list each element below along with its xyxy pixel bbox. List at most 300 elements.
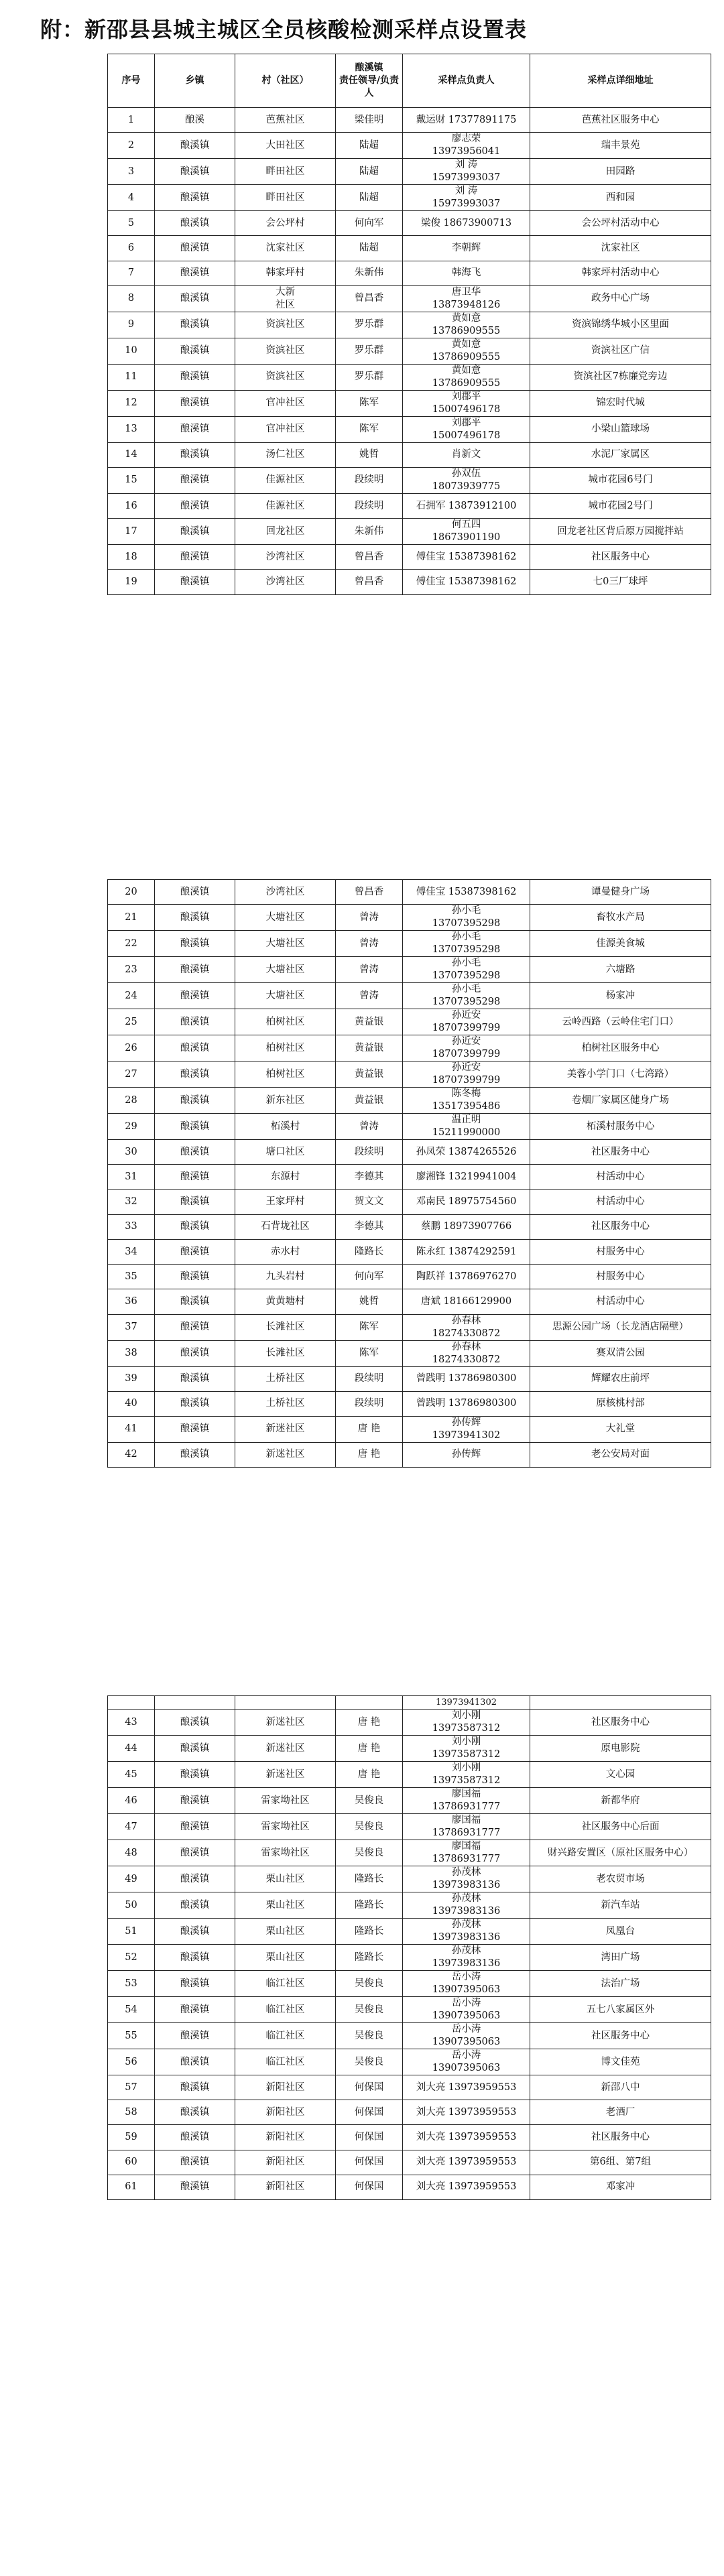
contact-cell: 孙双伍 18073939775 (403, 467, 530, 493)
seq-cell: 41 (108, 1416, 155, 1442)
community-cell: 畔田社区 (235, 185, 336, 211)
leader-cell: 陆超 (336, 185, 403, 211)
table-row (108, 1442, 711, 1467)
township-cell: 酿溪镇 (155, 2075, 235, 2100)
township-cell: 酿溪镇 (155, 1416, 235, 1442)
seq-cell: 9 (108, 312, 155, 338)
community-cell: 九头岩村 (235, 1265, 336, 1289)
table-row (108, 931, 711, 957)
township-cell: 酿溪镇 (155, 1814, 235, 1840)
table-row (108, 1710, 711, 1736)
table-row (108, 880, 711, 905)
township-cell: 酿溪镇 (155, 2100, 235, 2125)
table-row (108, 1009, 711, 1035)
seq-cell: 19 (108, 570, 155, 594)
table-row (108, 1035, 711, 1061)
address-cell: 六塘路 (530, 957, 711, 983)
table-row (108, 1314, 711, 1340)
contact-cell: 孙茂林 13973983136 (403, 1919, 530, 1945)
contact-cell: 刘大亮 13973959553 (403, 2150, 530, 2175)
community-cell: 新迷社区 (235, 1442, 336, 1467)
address-cell: 村服务中心 (530, 1265, 711, 1289)
address-cell: 瑞丰景苑 (530, 133, 711, 159)
contact-cell: 黄如意 13786909555 (403, 312, 530, 338)
contact-cell: 傅佳宝 15387398162 (403, 545, 530, 570)
table-row (108, 1140, 711, 1165)
leader-cell: 唐 艳 (336, 1416, 403, 1442)
leader-cell: 隆路长 (336, 1866, 403, 1892)
table-row (108, 1945, 711, 1971)
seq-cell: 27 (108, 1061, 155, 1088)
address-cell: 西和园 (530, 185, 711, 211)
seq-cell: 25 (108, 1009, 155, 1035)
community-cell: 栗山社区 (235, 1892, 336, 1919)
community-cell: 栗山社区 (235, 1866, 336, 1892)
community-cell: 东源村 (235, 1165, 336, 1189)
table-row (108, 236, 711, 261)
leader-cell: 曾涛 (336, 1114, 403, 1140)
seq-cell: 49 (108, 1866, 155, 1892)
table-header-row (108, 54, 711, 108)
contact-cell: 孙近安 18707399799 (403, 1009, 530, 1035)
leader-cell: 姚哲 (336, 1289, 403, 1314)
seq-cell: 55 (108, 2023, 155, 2049)
township-cell: 酿溪镇 (155, 261, 235, 285)
address-cell: 凤凰台 (530, 1919, 711, 1945)
table-row (108, 442, 711, 467)
township-cell: 酿溪 (155, 108, 235, 133)
community-cell: 新阳社区 (235, 2175, 336, 2199)
community-cell: 柏树社区 (235, 1035, 336, 1061)
address-cell: 佳源美食城 (530, 931, 711, 957)
seq-cell: 24 (108, 983, 155, 1009)
contact-cell: 岳小涛 13907395063 (403, 1971, 530, 1997)
contact-cell: 刘郡平 15007496178 (403, 416, 530, 442)
address-cell: 新都华府 (530, 1788, 711, 1814)
community-cell: 会公坪村 (235, 211, 336, 236)
address-cell: 老农贸市场 (530, 1866, 711, 1892)
community-cell: 临江社区 (235, 1971, 336, 1997)
table-row (108, 108, 711, 133)
leader-cell: 罗乐群 (336, 338, 403, 364)
township-cell: 酿溪镇 (155, 236, 235, 261)
township-cell: 酿溪镇 (155, 1189, 235, 1214)
table-row (108, 1866, 711, 1892)
contact-cell: 廖志荣 13973956041 (403, 133, 530, 159)
contact-cell: 孙小毛 13707395298 (403, 983, 530, 1009)
community-cell: 沈家社区 (235, 236, 336, 261)
contact-cell: 李朝辉 (403, 236, 530, 261)
leader-cell: 曾昌香 (336, 570, 403, 594)
community-cell: 官冲社区 (235, 416, 336, 442)
seq-cell: 53 (108, 1971, 155, 1997)
leader-cell: 何保国 (336, 2175, 403, 2199)
community-cell: 新迷社区 (235, 1416, 336, 1442)
township-cell: 酿溪镇 (155, 1866, 235, 1892)
leader-cell: 黄益银 (336, 1035, 403, 1061)
address-cell: 沈家社区 (530, 236, 711, 261)
seq-cell: 48 (108, 1840, 155, 1866)
table-row (108, 159, 711, 185)
community-cell: 沙湾社区 (235, 570, 336, 594)
contact-cell: 曾践明 13786980300 (403, 1366, 530, 1391)
address-cell: 田园路 (530, 159, 711, 185)
township-cell: 酿溪镇 (155, 1165, 235, 1189)
community-cell: 资滨社区 (235, 338, 336, 364)
address-cell: 辉耀农庄前坪 (530, 1366, 711, 1391)
contact-cell: 邓南民 18975754560 (403, 1189, 530, 1214)
leader-cell: 陆超 (336, 133, 403, 159)
seq-cell: 34 (108, 1239, 155, 1264)
sampling-sites-table-part-2 (107, 879, 711, 1468)
leader-cell: 何保国 (336, 2100, 403, 2125)
community-cell: 大塘社区 (235, 983, 336, 1009)
leader-cell: 罗乐群 (336, 364, 403, 390)
table-row (108, 2175, 711, 2199)
address-cell: 城市花园2号门 (530, 493, 711, 518)
township-cell: 酿溪镇 (155, 1391, 235, 1416)
leader-cell: 朱新伟 (336, 261, 403, 285)
township-cell: 酿溪镇 (155, 1892, 235, 1919)
contact-cell: 刘郡平 15007496178 (403, 390, 530, 416)
leader-cell: 唐 艳 (336, 1736, 403, 1762)
address-cell: 社区服务中心 (530, 1214, 711, 1239)
seq-cell: 30 (108, 1140, 155, 1165)
township-cell: 酿溪镇 (155, 467, 235, 493)
table-row (108, 1696, 711, 1710)
seq-cell: 14 (108, 442, 155, 467)
table-row (108, 1366, 711, 1391)
township-cell: 酿溪镇 (155, 570, 235, 594)
community-cell: 黄黄塘村 (235, 1289, 336, 1314)
table-row (108, 1919, 711, 1945)
contact-cell: 岳小涛 13907395063 (403, 1997, 530, 2023)
contact-cell: 刘大亮 13973959553 (403, 2100, 530, 2125)
contact-cell: 石拥军 13873912100 (403, 493, 530, 518)
seq-cell: 57 (108, 2075, 155, 2100)
address-cell: 第6组、第7组 (530, 2150, 711, 2175)
township-cell: 酿溪镇 (155, 1140, 235, 1165)
seq-cell: 45 (108, 1762, 155, 1788)
table-row (108, 133, 711, 159)
leader-cell: 曾昌香 (336, 285, 403, 312)
address-cell: 芭蕉社区服务中心 (530, 108, 711, 133)
leader-cell: 何保国 (336, 2150, 403, 2175)
leader-cell: 姚哲 (336, 442, 403, 467)
township-cell: 酿溪镇 (155, 364, 235, 390)
leader-cell: 陆超 (336, 159, 403, 185)
table-row (108, 2125, 711, 2150)
address-cell (530, 1696, 711, 1710)
table-row (108, 1265, 711, 1289)
community-cell: 新迷社区 (235, 1710, 336, 1736)
community-cell: 资滨社区 (235, 364, 336, 390)
seq-cell: 22 (108, 931, 155, 957)
table-row (108, 1892, 711, 1919)
address-cell: 邓家冲 (530, 2175, 711, 2199)
leader-cell: 吴俊良 (336, 2023, 403, 2049)
township-cell: 酿溪镇 (155, 1009, 235, 1035)
leader-cell: 李德其 (336, 1214, 403, 1239)
address-cell: 水泥厂家属区 (530, 442, 711, 467)
address-cell: 柏树社区服务中心 (530, 1035, 711, 1061)
community-cell: 塘口社区 (235, 1140, 336, 1165)
address-cell: 博文佳苑 (530, 2049, 711, 2075)
township-cell: 酿溪镇 (155, 983, 235, 1009)
community-cell: 新阳社区 (235, 2100, 336, 2125)
seq-cell: 8 (108, 285, 155, 312)
township-cell: 酿溪镇 (155, 285, 235, 312)
seq-cell: 4 (108, 185, 155, 211)
leader-cell (336, 1696, 403, 1710)
seq-cell: 29 (108, 1114, 155, 1140)
address-cell: 社区服务中心 (530, 545, 711, 570)
leader-cell: 曾涛 (336, 957, 403, 983)
leader-cell: 段续明 (336, 493, 403, 518)
community-cell: 新阳社区 (235, 2125, 336, 2150)
leader-cell: 何保国 (336, 2075, 403, 2100)
address-cell: 七0三厂球坪 (530, 570, 711, 594)
contact-cell: 孙春林 18274330872 (403, 1340, 530, 1366)
seq-cell (108, 1696, 155, 1710)
address-cell: 老公安局对面 (530, 1442, 711, 1467)
contact-cell: 陈永红 13874292591 (403, 1239, 530, 1264)
address-cell: 社区服务中心后面 (530, 1814, 711, 1840)
contact-cell: 廖国福 13786931777 (403, 1814, 530, 1840)
community-cell: 雷家坳社区 (235, 1840, 336, 1866)
seq-cell: 1 (108, 108, 155, 133)
seq-cell: 36 (108, 1289, 155, 1314)
seq-cell: 3 (108, 159, 155, 185)
seq-cell: 23 (108, 957, 155, 983)
contact-cell: 刘大亮 13973959553 (403, 2075, 530, 2100)
township-cell: 酿溪镇 (155, 159, 235, 185)
contact-cell: 孙茂林 13973983136 (403, 1866, 530, 1892)
seq-cell: 61 (108, 2175, 155, 2199)
table-row (108, 185, 711, 211)
township-cell: 酿溪镇 (155, 338, 235, 364)
table-row (108, 957, 711, 983)
township-cell: 酿溪镇 (155, 2175, 235, 2199)
township-cell: 酿溪镇 (155, 211, 235, 236)
township-cell: 酿溪镇 (155, 1239, 235, 1264)
seq-cell: 13 (108, 416, 155, 442)
township-cell: 酿溪镇 (155, 545, 235, 570)
address-cell: 会公坪村活动中心 (530, 211, 711, 236)
leader-cell: 黄益银 (336, 1061, 403, 1088)
community-cell: 畔田社区 (235, 159, 336, 185)
address-cell: 韩家坪村活动中心 (530, 261, 711, 285)
seq-cell: 10 (108, 338, 155, 364)
township-cell: 酿溪镇 (155, 957, 235, 983)
address-cell: 新汽车站 (530, 1892, 711, 1919)
contact-cell: 黄如意 13786909555 (403, 364, 530, 390)
table-row (108, 1165, 711, 1189)
table-row (108, 1088, 711, 1114)
community-cell: 新迷社区 (235, 1736, 336, 1762)
address-cell: 村服务中心 (530, 1239, 711, 1264)
address-cell: 社区服务中心 (530, 1710, 711, 1736)
contact-cell: 唐斌 18166129900 (403, 1289, 530, 1314)
table-row (108, 2023, 711, 2049)
township-cell: 酿溪镇 (155, 1088, 235, 1114)
address-cell: 文心园 (530, 1762, 711, 1788)
community-cell: 大塘社区 (235, 931, 336, 957)
township-cell: 酿溪镇 (155, 1919, 235, 1945)
community-cell: 佳源社区 (235, 493, 336, 518)
table-row (108, 211, 711, 236)
contact-cell: 刘 涛 15973993037 (403, 159, 530, 185)
leader-cell: 吴俊良 (336, 1971, 403, 1997)
leader-cell: 吴俊良 (336, 1788, 403, 1814)
address-cell: 法治广场 (530, 1971, 711, 1997)
leader-cell: 段续明 (336, 467, 403, 493)
table-row (108, 493, 711, 518)
leader-cell: 梁佳明 (336, 108, 403, 133)
community-cell: 韩家坪村 (235, 261, 336, 285)
contact-cell: 陶跃祥 13786976270 (403, 1265, 530, 1289)
contact-cell: 孙小毛 13707395298 (403, 905, 530, 931)
seq-cell: 52 (108, 1945, 155, 1971)
table-row (108, 983, 711, 1009)
community-cell: 王家坪村 (235, 1189, 336, 1214)
leader-cell: 黄益银 (336, 1088, 403, 1114)
community-cell: 长滩社区 (235, 1340, 336, 1366)
community-cell: 柘溪村 (235, 1114, 336, 1140)
township-cell: 酿溪镇 (155, 1289, 235, 1314)
community-cell: 新迷社区 (235, 1762, 336, 1788)
contact-cell: 孙凤荣 13874265526 (403, 1140, 530, 1165)
address-cell: 卷烟厂家属区健身广场 (530, 1088, 711, 1114)
column-header: 乡镇 (155, 54, 235, 108)
address-cell: 财兴路安置区（原社区服务中心） (530, 1840, 711, 1866)
leader-cell: 曾涛 (336, 931, 403, 957)
community-cell: 赤水村 (235, 1239, 336, 1264)
table-row (108, 2075, 711, 2100)
leader-cell: 段续明 (336, 1366, 403, 1391)
leader-cell: 唐 艳 (336, 1762, 403, 1788)
contact-cell: 梁俊 18673900713 (403, 211, 530, 236)
table-row (108, 467, 711, 493)
address-cell: 杨家冲 (530, 983, 711, 1009)
leader-cell: 陆超 (336, 236, 403, 261)
table-row (108, 1840, 711, 1866)
table-row (108, 338, 711, 364)
township-cell: 酿溪镇 (155, 442, 235, 467)
contact-cell: 孙小毛 13707395298 (403, 957, 530, 983)
table-row (108, 1114, 711, 1140)
township-cell: 酿溪镇 (155, 2125, 235, 2150)
table-row (108, 416, 711, 442)
leader-cell: 陈军 (336, 1340, 403, 1366)
table-row (108, 570, 711, 594)
township-cell: 酿溪镇 (155, 2049, 235, 2075)
township-cell: 酿溪镇 (155, 1314, 235, 1340)
address-cell: 锦宏时代城 (530, 390, 711, 416)
seq-cell: 60 (108, 2150, 155, 2175)
leader-cell: 何向军 (336, 1265, 403, 1289)
township-cell: 酿溪镇 (155, 1114, 235, 1140)
table-row (108, 1239, 711, 1264)
leader-cell: 吴俊良 (336, 1997, 403, 2023)
seq-cell: 6 (108, 236, 155, 261)
leader-cell: 隆路长 (336, 1919, 403, 1945)
township-cell: 酿溪镇 (155, 1035, 235, 1061)
community-cell: 石背垅社区 (235, 1214, 336, 1239)
address-cell: 社区服务中心 (530, 2125, 711, 2150)
contact-cell: 刘大亮 13973959553 (403, 2175, 530, 2199)
seq-cell: 21 (108, 905, 155, 931)
address-cell: 云岭西路（云岭住宅门口） (530, 1009, 711, 1035)
address-cell: 原电影院 (530, 1736, 711, 1762)
township-cell: 酿溪镇 (155, 1061, 235, 1088)
page-title: 附：新邵县县城主城区全员核酸检测采样点设置表 (40, 17, 528, 42)
sampling-sites-table-part-1 (107, 54, 711, 595)
leader-cell: 何保国 (336, 2125, 403, 2150)
community-cell: 大塘社区 (235, 957, 336, 983)
township-cell: 酿溪镇 (155, 1265, 235, 1289)
column-header: 村（社区） (235, 54, 336, 108)
table-row (108, 1189, 711, 1214)
leader-cell: 陈军 (336, 390, 403, 416)
seq-cell: 40 (108, 1391, 155, 1416)
leader-cell: 曾涛 (336, 983, 403, 1009)
table-row (108, 312, 711, 338)
table-row (108, 285, 711, 312)
seq-cell: 32 (108, 1189, 155, 1214)
table-row (108, 2049, 711, 2075)
address-cell: 畜牧水产局 (530, 905, 711, 931)
contact-cell: 傅佳宝 15387398162 (403, 570, 530, 594)
leader-cell: 吴俊良 (336, 2049, 403, 2075)
address-cell: 村活动中心 (530, 1289, 711, 1314)
township-cell: 酿溪镇 (155, 1945, 235, 1971)
sampling-sites-table-part-3 (107, 1695, 711, 2200)
contact-cell: 孙茂林 13973983136 (403, 1892, 530, 1919)
address-cell: 大礼堂 (530, 1416, 711, 1442)
leader-cell: 曾昌香 (336, 880, 403, 905)
contact-cell: 孙近安 18707399799 (403, 1035, 530, 1061)
address-cell: 社区服务中心 (530, 1140, 711, 1165)
seq-cell: 37 (108, 1314, 155, 1340)
community-cell: 新东社区 (235, 1088, 336, 1114)
contact-cell: 肖新文 (403, 442, 530, 467)
leader-cell: 吴俊良 (336, 1840, 403, 1866)
leader-cell: 罗乐群 (336, 312, 403, 338)
column-header: 序号 (108, 54, 155, 108)
address-cell: 小梁山篮球场 (530, 416, 711, 442)
address-cell: 资滨社区广信 (530, 338, 711, 364)
seq-cell: 11 (108, 364, 155, 390)
community-cell: 柏树社区 (235, 1061, 336, 1088)
contact-cell: 刘 涛 15973993037 (403, 185, 530, 211)
seq-cell: 39 (108, 1366, 155, 1391)
table-row (108, 364, 711, 390)
community-cell: 雷家坳社区 (235, 1814, 336, 1840)
seq-cell: 17 (108, 519, 155, 545)
table-row (108, 1971, 711, 1997)
contact-cell: 曾践明 13786980300 (403, 1391, 530, 1416)
contact-cell: 孙传辉 (403, 1442, 530, 1467)
community-cell: 栗山社区 (235, 1919, 336, 1945)
address-cell: 回龙老社区背后原万园搅拌站 (530, 519, 711, 545)
township-cell: 酿溪镇 (155, 1736, 235, 1762)
seq-cell: 35 (108, 1265, 155, 1289)
contact-cell: 刘小刚 13973587312 (403, 1710, 530, 1736)
seq-cell: 5 (108, 211, 155, 236)
address-cell: 村活动中心 (530, 1189, 711, 1214)
seq-cell: 51 (108, 1919, 155, 1945)
